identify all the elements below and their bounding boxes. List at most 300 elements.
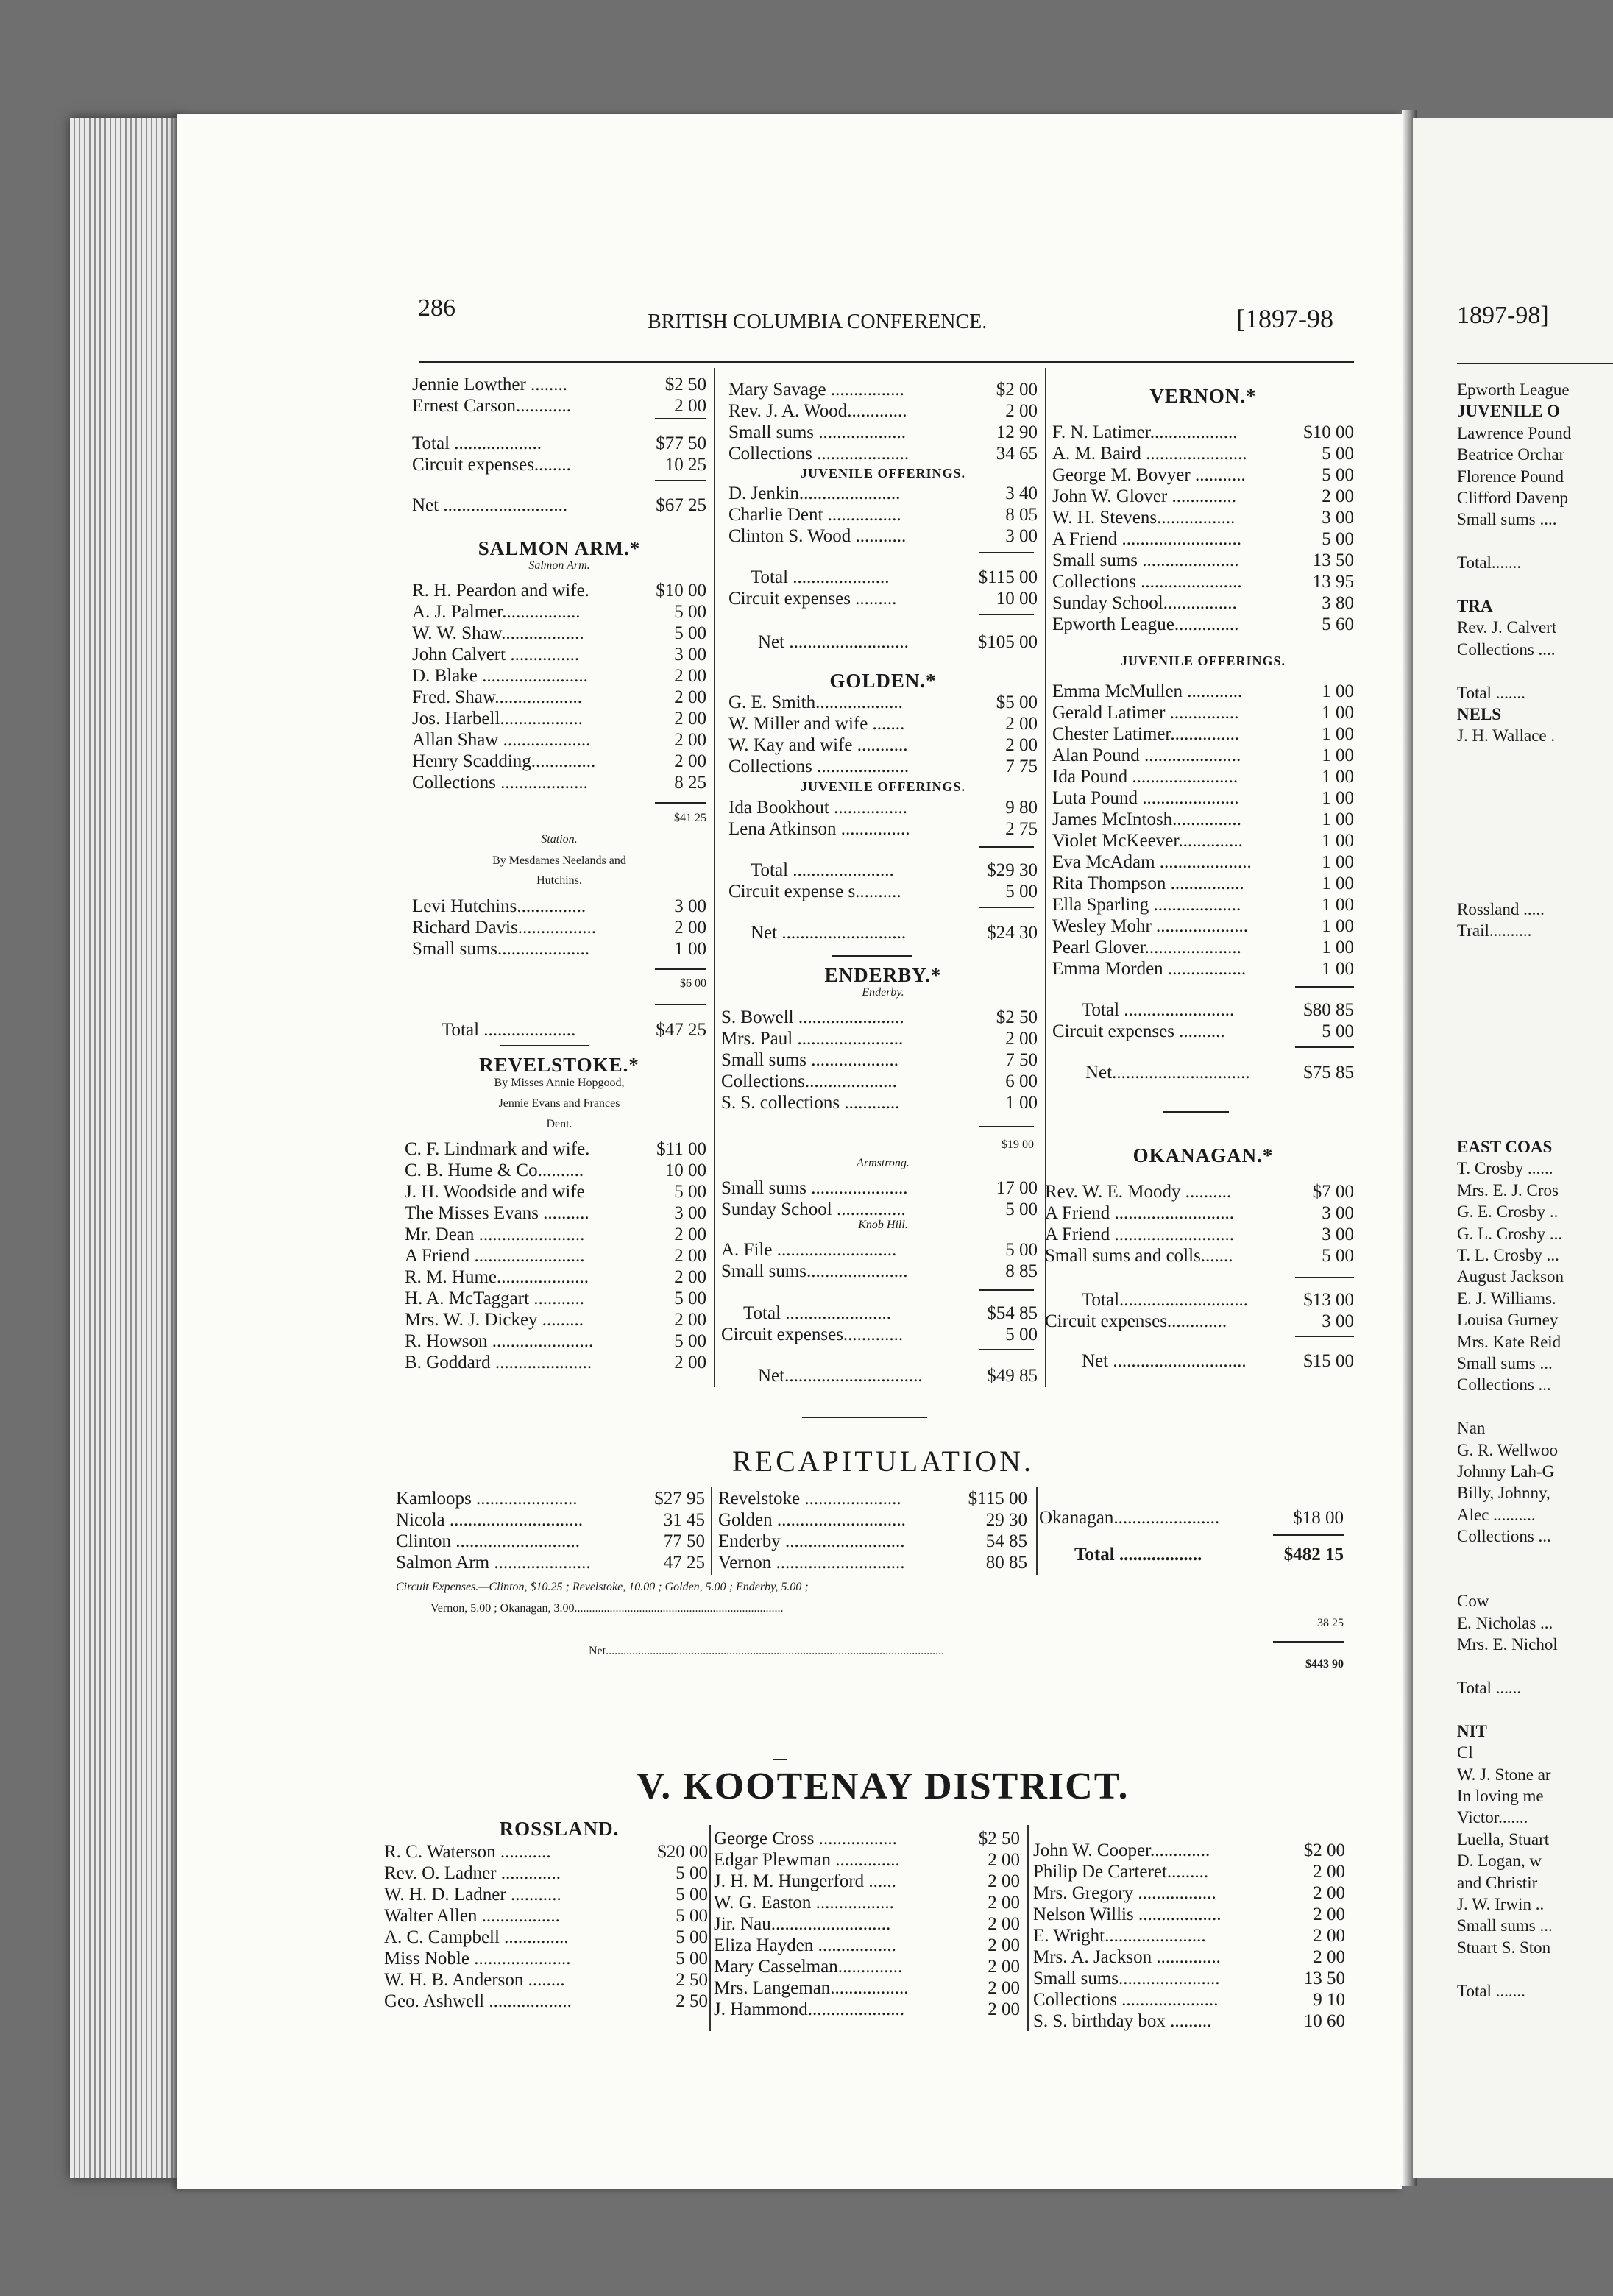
donation-row-label: Mrs. A. Jackson ..............: [1033, 1947, 1221, 1967]
right-page-line: Collections ....: [1457, 639, 1556, 659]
right-page-line: Total ......: [1457, 1679, 1522, 1697]
donation-row-label: Mary Savage ................: [728, 380, 904, 400]
donation-row: [1052, 528, 1354, 550]
donation-row: [384, 1884, 708, 1905]
donation-row-label: James McIntosh...............: [1052, 809, 1241, 829]
recap-row-amount: $115 00: [968, 1489, 1027, 1509]
subsection-armstrong: Armstrong.: [857, 1157, 910, 1169]
revelstoke-note: By Misses Annie Hopgood,: [494, 1077, 625, 1089]
donation-row-amount: $2 50: [664, 375, 706, 394]
right-page-line: J. W. Irwin ..: [1457, 1895, 1545, 1913]
recap-total-row-label: Total ..................: [1074, 1545, 1202, 1565]
donation-row-amount: 2 00: [988, 1893, 1020, 1913]
donation-row: [405, 1224, 706, 1245]
donation-row: [412, 374, 706, 395]
donation-row-amount: 5 00: [1005, 1200, 1038, 1219]
total-row: [1082, 999, 1354, 1021]
rule: [1295, 1046, 1354, 1048]
donation-row: [1052, 937, 1354, 958]
donation-row-label: Gerald Latimer ...............: [1052, 703, 1239, 723]
donation-row: [728, 422, 1038, 443]
recap-net-label: Net...................................................................................................................: [589, 1645, 945, 1657]
donation-row: [1052, 958, 1354, 979]
donation-row-label: Charlie Dent ................: [728, 505, 901, 525]
net-row-label: Net..............................: [1085, 1063, 1250, 1083]
donation-row-amount: 5 00: [676, 1927, 708, 1947]
net-row-label: Net ...........................: [751, 923, 907, 943]
donation-row: [412, 772, 706, 793]
section-title-enderby: ENDERBY.*: [824, 964, 942, 986]
donation-row-amount: 5 00: [1322, 465, 1354, 485]
circuit-expenses-row: [728, 881, 1038, 902]
donation-row-label: Emma McMullen ............: [1052, 681, 1243, 701]
right-page-line: Stuart S. Ston: [1457, 1938, 1551, 1957]
rule: [979, 552, 1034, 553]
recap-row-amount: 80 85: [985, 1553, 1027, 1573]
donation-row-label: The Misses Evans ..........: [405, 1203, 589, 1223]
subtotal-station: $6 00: [680, 977, 706, 990]
donation-row-amount: 1 00: [1322, 852, 1354, 872]
donation-row-label: Richard Davis.................: [412, 918, 596, 938]
donation-row-amount: $10 00: [1303, 422, 1354, 442]
donation-row-amount: 2 00: [1322, 486, 1354, 506]
donation-row: [405, 1288, 706, 1309]
donation-row-label: John W. Glover ..............: [1052, 486, 1236, 506]
donation-row-amount: 5 00: [674, 1331, 706, 1351]
donation-row: [405, 1160, 706, 1181]
right-page-line: J. H. Wallace .: [1457, 726, 1556, 745]
donation-row-label: H. A. McTaggart ...........: [405, 1289, 585, 1308]
right-page-line: [1457, 574, 1613, 595]
donation-row: [405, 1266, 706, 1288]
circuit-expenses-row-label: Circuit expenses.............: [721, 1325, 904, 1344]
right-page-line: [1457, 833, 1613, 854]
donation-row-amount: 3 80: [1322, 593, 1354, 613]
circuit-expenses-row-amount: 10 00: [996, 589, 1038, 609]
donation-row: [1033, 1989, 1345, 2010]
donation-row: [412, 623, 706, 644]
donation-row: [721, 1092, 1038, 1113]
recap-total-row: [1074, 1544, 1344, 1565]
donation-row-amount: 2 00: [988, 1978, 1020, 1998]
right-page-line: Trail..........: [1457, 921, 1532, 940]
net-row-label: Net..............................: [758, 1366, 923, 1386]
donation-row-label: Violet McKeever..............: [1052, 831, 1243, 851]
donation-row: [1033, 1904, 1345, 1925]
running-year: [1897-98: [1236, 304, 1333, 333]
donation-row-amount: 2 00: [1005, 735, 1038, 755]
circuit-expenses-row-amount: 10 25: [664, 455, 706, 475]
right-page-line: Mrs. Kate Reid: [1457, 1332, 1561, 1351]
donation-row: [1052, 443, 1354, 464]
donation-row-amount: 5 00: [676, 1906, 708, 1926]
donation-row-amount: 10 60: [1303, 2011, 1345, 2031]
recap-total-row-amount: $482 15: [1283, 1545, 1344, 1565]
juvenile-offerings-heading: JUVENILE OFFERINGS.: [800, 779, 966, 794]
donation-row-label: A. J. Palmer.................: [412, 602, 581, 622]
donation-row: [412, 729, 706, 751]
donation-row-label: Collections .....................: [1033, 1990, 1219, 2010]
total-row-amount: $77 50: [656, 433, 706, 453]
right-page-line: G. E. Crosby ..: [1457, 1202, 1559, 1222]
subtotal-enderby: $19 00: [1002, 1138, 1034, 1151]
donation-row-label: C. B. Hume & Co..........: [405, 1161, 584, 1180]
total-row: [751, 860, 1038, 881]
donation-row: [728, 734, 1038, 756]
donation-row-amount: $2 00: [996, 380, 1038, 400]
donation-row: [405, 1331, 706, 1352]
donation-row: [405, 1309, 706, 1331]
net-row-amount: $105 00: [977, 632, 1038, 652]
donation-row-label: R. M. Hume....................: [405, 1267, 589, 1287]
donation-row: [384, 1991, 708, 2012]
donation-row-amount: 2 00: [674, 1267, 706, 1287]
circuit-expenses-row-label: Circuit expenses ..........: [1052, 1021, 1225, 1041]
donation-row-label: Mrs. Gregory .................: [1033, 1883, 1216, 1903]
donation-row-label: Mrs. Langeman.................: [714, 1978, 909, 1998]
rule: [979, 1126, 1034, 1127]
total-row: [751, 567, 1038, 588]
donation-row-label: C. F. Lindmark and wife.: [405, 1139, 590, 1159]
total-row-amount: $13 00: [1303, 1290, 1354, 1310]
right-page-line: NELS: [1457, 705, 1502, 723]
column-divider-kootenay-2: [1027, 1825, 1029, 2031]
donation-row-label: Jos. Harbell..................: [412, 709, 583, 729]
right-page-line: Small sums ....: [1457, 510, 1557, 529]
right-page-line: Mrs. E. J. Cros: [1457, 1180, 1559, 1200]
donation-row: [714, 1828, 1020, 1849]
donation-row-label: Small sums ...................: [721, 1050, 898, 1070]
circuit-expenses-row-amount: 5 00: [1005, 882, 1038, 901]
donation-row: [412, 917, 706, 938]
recap-row-amount: 77 50: [663, 1531, 705, 1551]
donation-row-amount: $2 50: [996, 1007, 1038, 1027]
donation-row-label: G. E. Smith...................: [728, 692, 903, 712]
donation-row-label: Pearl Glover.....................: [1052, 938, 1241, 957]
donation-row-label: W. H. B. Anderson ........: [384, 1970, 565, 1990]
donation-row-label: J. Hammond.....................: [714, 1999, 905, 2019]
donation-row: [1033, 1882, 1345, 1904]
donation-row-label: J. H. Woodside and wife: [405, 1182, 585, 1202]
right-page-line: G. L. Crosby ...: [1457, 1224, 1563, 1243]
recap-row: [396, 1531, 705, 1552]
header-rule: [419, 361, 1354, 363]
right-page-line: [1457, 1958, 1613, 1980]
subtotal-salmon-arm: $41 25: [674, 812, 706, 824]
right-page-line: Beatrice Orchar: [1457, 445, 1565, 464]
donation-row-label: Mr. Dean .......................: [405, 1225, 585, 1244]
circuit-expenses-row: [412, 454, 706, 475]
donation-row-label: R. C. Waterson ...........: [384, 1842, 551, 1862]
net-row-amount: $75 85: [1303, 1063, 1354, 1083]
donation-row-amount: 2 00: [674, 687, 706, 707]
donation-row-amount: 1 00: [1322, 724, 1354, 744]
right-page-line: Luella, Stuart: [1457, 1829, 1550, 1849]
donation-row: [384, 1905, 708, 1927]
total-row: [1082, 1289, 1354, 1311]
donation-row-amount: 2 00: [988, 1871, 1020, 1891]
right-page-line: Total .......: [1457, 683, 1525, 702]
donation-row-amount: $11 00: [656, 1139, 706, 1159]
donation-row: [384, 1927, 708, 1948]
donation-row-label: Clinton S. Wood ...........: [728, 526, 907, 546]
donation-row: [412, 580, 706, 601]
right-page-line: JUVENILE O: [1457, 402, 1560, 421]
donation-row: [1033, 1968, 1345, 1989]
recap-row-amount: 54 85: [985, 1531, 1027, 1551]
donation-row-label: A Friend ..........................: [1045, 1225, 1234, 1244]
donation-row-amount: 5 00: [1322, 444, 1354, 464]
right-page-line: [1457, 790, 1613, 812]
donation-row-label: Miss Noble .....................: [384, 1949, 571, 1969]
donation-row: [728, 797, 1038, 818]
donation-row: [405, 1352, 706, 1373]
station-note: By Mesdames Neelands and: [492, 854, 626, 867]
donation-row: [714, 1977, 1020, 1999]
donation-row-amount: 2 00: [674, 396, 706, 416]
recap-row: [1039, 1507, 1344, 1528]
donation-row-amount: 2 00: [1313, 1905, 1345, 1924]
donation-row-label: Rev. J. A. Wood.............: [728, 401, 907, 421]
donation-row-label: A. File ..........................: [721, 1240, 897, 1260]
circuit-expenses-row: [1045, 1311, 1354, 1332]
right-page-line: [1457, 1093, 1613, 1114]
donation-row-amount: 5 00: [674, 602, 706, 622]
donation-row-label: Nelson Willis ..................: [1033, 1905, 1222, 1924]
donation-row-amount: 2 00: [674, 730, 706, 750]
donation-row-label: Ida Pound .......................: [1052, 767, 1238, 787]
donation-row-label: W. Kay and wife ...........: [728, 735, 908, 755]
right-page-line: [1457, 768, 1613, 790]
donation-row: [412, 644, 706, 665]
donation-row-amount: 10 00: [664, 1161, 706, 1180]
recapitulation-title: RECAPITULATION.: [732, 1445, 1034, 1478]
donation-row-label: Collections ...................: [412, 773, 588, 793]
donation-row: [721, 1199, 1038, 1220]
donation-row: [714, 1913, 1020, 1935]
donation-row: [1052, 592, 1354, 614]
recap-divider-1: [711, 1487, 712, 1575]
donation-row-amount: 5 00: [674, 623, 706, 643]
donation-row-label: D. Blake .......................: [412, 666, 588, 686]
donation-row-label: Small sums and colls.......: [1045, 1246, 1233, 1266]
donation-row-amount: 2 50: [676, 1970, 708, 1990]
donation-row-amount: 3 00: [674, 645, 706, 665]
right-page-line: Johnny Lah-G: [1457, 1462, 1555, 1481]
total-row-amount: $115 00: [978, 567, 1038, 587]
donation-row-label: Small sums....................: [412, 939, 589, 959]
donation-row: [728, 400, 1038, 422]
right-page-line: Victor.......: [1457, 1808, 1528, 1827]
recap-row: [718, 1552, 1027, 1573]
donation-row-amount: 34 65: [996, 444, 1038, 464]
donation-row-amount: 2 75: [1005, 819, 1038, 839]
donation-row-amount: 3 40: [1005, 483, 1038, 503]
right-page-line: [1457, 985, 1613, 1006]
donation-row: [1033, 2010, 1345, 2032]
donation-row-label: Small sums......................: [721, 1261, 908, 1281]
donation-row-amount: 5 00: [676, 1949, 708, 1969]
donation-row-amount: 2 00: [1313, 1947, 1345, 1967]
donation-row-amount: 2 00: [674, 666, 706, 686]
recap-row-label: Clinton ...........................: [396, 1531, 581, 1551]
recap-row-amount: 47 25: [663, 1553, 705, 1573]
right-page-header-rule: [1457, 363, 1613, 364]
section-divider: [832, 955, 912, 957]
rule: [1273, 1534, 1344, 1536]
donation-row-amount: 2 00: [674, 1225, 706, 1244]
donation-row-amount: 1 00: [1322, 874, 1354, 893]
donation-row: [1052, 894, 1354, 915]
donation-row: [728, 483, 1038, 504]
donation-row-amount: $5 00: [996, 692, 1038, 712]
donation-row-label: Eliza Hayden .................: [714, 1935, 896, 1955]
section-title-vernon: VERNON.*: [1149, 385, 1257, 407]
recap-row-amount: $27 95: [654, 1489, 705, 1509]
donation-row: [728, 525, 1038, 547]
donation-row: [714, 1871, 1020, 1892]
rule: [655, 418, 706, 419]
total-row-amount: $29 30: [987, 860, 1038, 880]
donation-row-amount: $10 00: [656, 581, 706, 600]
donation-row: [384, 1948, 708, 1969]
donation-row-amount: $20 00: [657, 1842, 708, 1862]
donation-row-label: George M. Bovyer ...........: [1052, 465, 1246, 485]
section-divider: [802, 1417, 927, 1418]
right-page-line: [1457, 1115, 1613, 1136]
total-row: [743, 1303, 1038, 1324]
donation-row-amount: 1 00: [1322, 938, 1354, 957]
subsection-station: Station.: [541, 833, 578, 846]
donation-row-label: Small sums......................: [1033, 1969, 1220, 1988]
section-divider: [1163, 1111, 1229, 1113]
recap-row-amount: 29 30: [985, 1510, 1027, 1530]
donation-row: [405, 1245, 706, 1266]
donation-row: [728, 443, 1038, 464]
donation-row-amount: 2 00: [674, 709, 706, 729]
donation-row-amount: $2 50: [978, 1829, 1020, 1849]
donation-row-amount: 1 00: [1322, 809, 1354, 829]
right-page-line: Cow: [1457, 1592, 1489, 1611]
rule: [1295, 986, 1354, 988]
total-row: [442, 1019, 706, 1041]
donation-row: [728, 504, 1038, 525]
donation-row: [1033, 1840, 1345, 1861]
donation-row-label: Small sums .....................: [721, 1178, 908, 1198]
donation-row: [714, 1999, 1020, 2020]
donation-row-label: R. Howson ......................: [405, 1331, 594, 1351]
donation-row-label: Walter Allen .................: [384, 1906, 560, 1926]
right-page-line: Billy, Johnny,: [1457, 1484, 1550, 1503]
donation-row: [1052, 614, 1354, 635]
right-page-line: W. J. Stone ar: [1457, 1765, 1551, 1784]
donation-row: [1033, 1925, 1345, 1946]
net-row-amount: $67 25: [656, 495, 706, 515]
right-page-line: [1457, 812, 1613, 833]
donation-row-label: Jennie Lowther ........: [412, 375, 568, 394]
donation-row-amount: 2 00: [674, 1353, 706, 1372]
donation-row-amount: 1 00: [1322, 745, 1354, 765]
donation-row-amount: 8 05: [1005, 505, 1038, 525]
net-row: [751, 922, 1038, 943]
ghost-mark: [773, 1759, 787, 1760]
donation-row: [412, 395, 706, 417]
donation-row-amount: 2 00: [1313, 1926, 1345, 1946]
right-page-line: T. L. Crosby ...: [1457, 1246, 1559, 1264]
donation-row: [728, 713, 1038, 734]
donation-row-label: Philip De Carteret.........: [1033, 1862, 1209, 1882]
donation-row-label: F. N. Latimer...................: [1052, 422, 1238, 442]
recap-row-amount: 31 45: [663, 1510, 705, 1530]
donation-row: [1033, 1946, 1345, 1968]
donation-row-amount: 2 00: [674, 1246, 706, 1266]
donation-row-label: A. M. Baird ......................: [1052, 444, 1247, 464]
right-page-line: Clifford Davenp: [1457, 489, 1568, 507]
rule: [979, 614, 1034, 615]
donation-row-label: S. S. birthday box .........: [1033, 2011, 1212, 2031]
right-page-line: Collections ...: [1457, 1375, 1551, 1395]
donation-row-label: J. H. M. Hungerford ......: [714, 1871, 896, 1891]
recap-net-amount: $443 90: [1305, 1658, 1344, 1670]
donation-row: [1052, 830, 1354, 851]
donation-row-label: Fred. Shaw...................: [412, 687, 583, 707]
donation-row-label: Rev. W. E. Moody ..........: [1045, 1182, 1232, 1202]
net-row-label: Net ..........................: [758, 632, 909, 652]
right-page-line: [1457, 1028, 1613, 1049]
donation-row: [714, 1849, 1020, 1871]
donation-row-amount: 3 00: [1322, 1225, 1354, 1244]
donation-row-label: A Friend ..........................: [1045, 1203, 1234, 1223]
right-page-running-year: 1897-98]: [1457, 302, 1549, 329]
donation-row-amount: 5 60: [1322, 614, 1354, 634]
revelstoke-note: Dent.: [546, 1118, 572, 1130]
net-row-label: Net ...........................: [412, 495, 568, 515]
recap-row: [718, 1531, 1027, 1552]
recap-row-label: Okanagan.......................: [1039, 1508, 1220, 1528]
right-page-line: [1457, 1049, 1613, 1071]
donation-row-amount: 7 50: [1005, 1050, 1038, 1070]
net-row: [758, 631, 1038, 653]
right-page-line: [1457, 1007, 1613, 1028]
section-title-salmon-arm: SALMON ARM.*: [478, 537, 641, 559]
donation-row-label: John W. Cooper.............: [1033, 1840, 1210, 1860]
donation-row-label: Rita Thompson ................: [1052, 874, 1244, 893]
donation-row-amount: 3 00: [674, 896, 706, 916]
donation-row: [384, 1863, 708, 1884]
donation-row-amount: 13 50: [1312, 550, 1354, 570]
right-page-line: [1457, 747, 1613, 768]
donation-row-amount: 3 00: [1322, 1203, 1354, 1223]
donation-row: [405, 1202, 706, 1224]
donation-row: [1045, 1202, 1354, 1224]
section-title-okanagan: OKANAGAN.*: [1132, 1144, 1274, 1166]
right-page-line: Rossland .....: [1457, 899, 1545, 918]
right-page-line: Mrs. E. Nichol: [1457, 1635, 1558, 1654]
donation-row: [1052, 422, 1354, 443]
right-page-line: Epworth League: [1457, 380, 1570, 399]
donation-row: [721, 1007, 1038, 1028]
recap-row: [396, 1509, 705, 1531]
station-note: Hutchins.: [536, 874, 582, 887]
donation-row-amount: 1 00: [1005, 1093, 1038, 1113]
donation-row: [1052, 507, 1354, 528]
donation-row: [1033, 1861, 1345, 1882]
recap-row: [396, 1552, 705, 1573]
right-page-line: [1457, 963, 1613, 985]
donation-row-amount: 5 00: [676, 1863, 708, 1883]
donation-row: [1045, 1224, 1354, 1245]
donation-row-amount: 1 00: [674, 939, 706, 959]
